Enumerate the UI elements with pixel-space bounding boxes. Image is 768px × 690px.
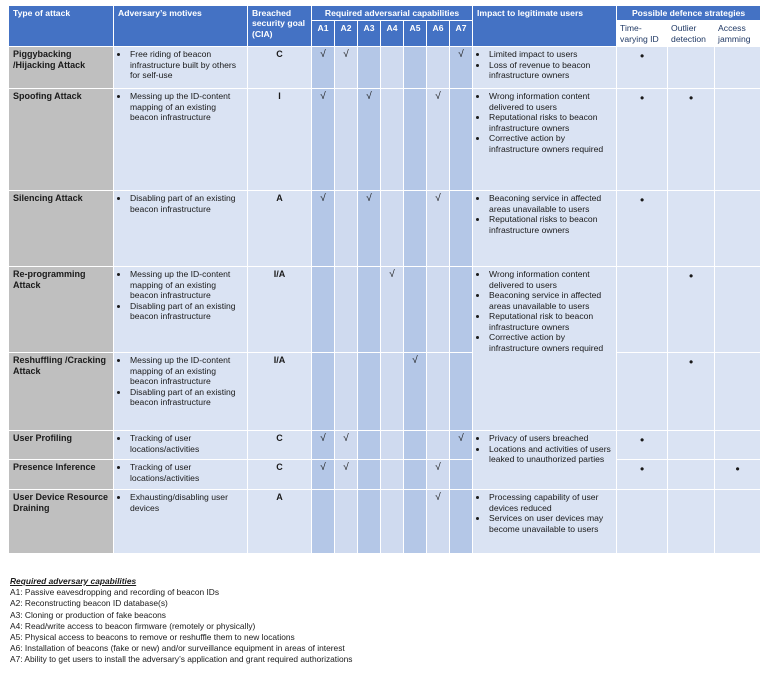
header-defence-time-varying-id: Time-varying ID xyxy=(617,21,668,47)
list-item: • Reputational risk to beacon infrastructure owners xyxy=(488,311,612,332)
legend-item: A1: Passive eavesdropping and recording of beacon IDs xyxy=(10,587,220,598)
capability-cell-a2 xyxy=(335,490,358,554)
defence-access-jamming xyxy=(715,47,761,89)
impact-cell xyxy=(473,47,617,89)
header-cap-a6: A6 xyxy=(427,21,450,47)
capability-cell-a1: √ xyxy=(312,89,335,191)
motive-list xyxy=(118,462,243,483)
security-goal: A xyxy=(248,191,312,267)
header-impact: Impact to legitimate users xyxy=(473,6,617,47)
impact-list xyxy=(477,269,612,353)
table-row xyxy=(9,431,761,460)
list-item: • Loss of revenue to beacon infrastructure owners xyxy=(488,60,612,81)
capability-cell-a6: √ xyxy=(427,460,450,490)
defence-outlier-detection xyxy=(668,191,715,267)
capability-cell-a7 xyxy=(450,490,473,554)
header-cap-a2: A2 xyxy=(335,21,358,47)
impact-cell xyxy=(473,89,617,191)
list-item: • Messing up the ID-content mapping of an existing beacon infrastructure xyxy=(129,355,243,386)
defence-outlier-detection: • xyxy=(668,353,715,431)
table-row xyxy=(9,89,761,191)
defence-time-varying-id: • xyxy=(617,89,668,191)
capability-cell-a3 xyxy=(358,490,381,554)
list-item: • Disabling part of an existing beacon infrastructure xyxy=(129,387,243,408)
legend-item: A5: Physical access to beacons to remove or reshuffle them to new locations xyxy=(10,632,295,643)
motive-cell xyxy=(114,191,248,267)
defence-time-varying-id: • xyxy=(617,431,668,460)
capability-cell-a7 xyxy=(450,191,473,267)
impact-list xyxy=(477,433,612,464)
attack-name: User Profiling xyxy=(9,431,114,460)
defence-outlier-detection xyxy=(668,490,715,554)
list-item: • Beaconing service in affected areas unavailable to users xyxy=(488,290,612,311)
capability-cell-a6: √ xyxy=(427,89,450,191)
defence-time-varying-id xyxy=(617,353,668,431)
table-row xyxy=(9,353,761,431)
security-goal: I xyxy=(248,89,312,191)
capability-cell-a1: √ xyxy=(312,47,335,89)
capability-cell-a6 xyxy=(427,431,450,460)
header-type: Type of attack xyxy=(9,6,114,47)
capability-cell-a7 xyxy=(450,267,473,353)
list-item: • Corrective action by infrastructure owners required xyxy=(488,133,612,154)
list-item: • Corrective action by infrastructure owners required xyxy=(488,332,612,353)
header-goal: Breached security goal (CIA) xyxy=(248,6,312,47)
list-item: • Reputational risks to beacon infrastructure owners xyxy=(488,112,612,133)
attack-name: Piggybacking /Hijacking Attack xyxy=(9,47,114,89)
capability-cell-a5 xyxy=(404,191,427,267)
table-row xyxy=(9,267,761,353)
capability-cell-a5 xyxy=(404,431,427,460)
attack-name: Spoofing Attack xyxy=(9,89,114,191)
motive-list xyxy=(118,269,243,321)
header-capabilities: Required adversarial capabilities xyxy=(312,6,473,21)
list-item: • Exhausting/disabling user devices xyxy=(129,492,243,513)
capability-cell-a1 xyxy=(312,490,335,554)
header-cap-a1: A1 xyxy=(312,21,335,47)
header-defence-outlier-detection: Outlier detection xyxy=(668,21,715,47)
defence-access-jamming xyxy=(715,431,761,460)
capability-cell-a1: √ xyxy=(312,460,335,490)
motive-list xyxy=(118,91,243,122)
list-item: • Messing up the ID-content mapping of an existing beacon infrastructure xyxy=(129,269,243,300)
capability-cell-a4: √ xyxy=(381,267,404,353)
legend-item: A7: Ability to get users to install the adversary’s application and grant required authorizations xyxy=(10,654,353,665)
list-item: • Free riding of beacon infrastructure built by others for self-use xyxy=(129,49,243,80)
list-item: • Wrong information content delivered to users xyxy=(488,91,612,112)
list-item: • Services on user devices may become unavailable to users xyxy=(488,513,612,534)
capability-cell-a4 xyxy=(381,353,404,431)
header-cap-a4: A4 xyxy=(381,21,404,47)
motive-cell xyxy=(114,431,248,460)
capability-cell-a7: √ xyxy=(450,431,473,460)
impact-cell xyxy=(473,191,617,267)
capability-cell-a4 xyxy=(381,191,404,267)
security-goal: C xyxy=(248,431,312,460)
impact-list xyxy=(477,492,612,534)
list-item: • Wrong information content delivered to users xyxy=(488,269,612,290)
attack-table xyxy=(8,5,761,554)
table-row xyxy=(9,47,761,89)
defence-access-jamming: • xyxy=(715,460,761,490)
motive-cell xyxy=(114,460,248,490)
security-goal: C xyxy=(248,460,312,490)
capability-cell-a2: √ xyxy=(335,460,358,490)
defence-time-varying-id: • xyxy=(617,47,668,89)
list-item: • Locations and activities of users leaked to unauthorized parties xyxy=(488,444,612,465)
impact-list xyxy=(477,91,612,154)
impact-cell xyxy=(473,431,617,490)
list-item: • Tracking of user locations/activities xyxy=(129,462,243,483)
defence-outlier-detection xyxy=(668,47,715,89)
defence-access-jamming xyxy=(715,89,761,191)
capability-legend xyxy=(10,576,353,666)
capability-cell-a4 xyxy=(381,490,404,554)
header-cap-a3: A3 xyxy=(358,21,381,47)
defence-time-varying-id: • xyxy=(617,460,668,490)
capability-cell-a2 xyxy=(335,191,358,267)
capability-cell-a3 xyxy=(358,47,381,89)
capability-cell-a1 xyxy=(312,267,335,353)
defence-outlier-detection: • xyxy=(668,267,715,353)
capability-cell-a1: √ xyxy=(312,431,335,460)
attack-name: Re-programming Attack xyxy=(9,267,114,353)
list-item: • Limited impact to users xyxy=(488,49,612,59)
capability-cell-a5 xyxy=(404,460,427,490)
capability-cell-a4 xyxy=(381,89,404,191)
impact-cell xyxy=(473,490,617,554)
capability-cell-a5 xyxy=(404,89,427,191)
legend-item: A3: Cloning or production of fake beacons xyxy=(10,609,166,620)
attack-name: Reshuffling /Cracking Attack xyxy=(9,353,114,431)
impact-list xyxy=(477,193,612,235)
capability-cell-a3 xyxy=(358,353,381,431)
legend-item: A6: Installation of beacons (fake or new) and/or surveillance equipment in areas of interest xyxy=(10,643,345,654)
capability-cell-a5: √ xyxy=(404,353,427,431)
header-cap-a5: A5 xyxy=(404,21,427,47)
capability-cell-a4 xyxy=(381,431,404,460)
list-item: • Beaconing service in affected areas unavailable to users xyxy=(488,193,612,214)
table-row xyxy=(9,490,761,554)
motive-list xyxy=(118,49,243,80)
defence-outlier-detection xyxy=(668,431,715,460)
legend-item: A4: Read/write access to beacon firmware (remotely or physically) xyxy=(10,620,256,631)
header-motives: Adversary’s motives xyxy=(114,6,248,47)
defence-time-varying-id xyxy=(617,490,668,554)
header-cap-a7: A7 xyxy=(450,21,473,47)
capability-cell-a2: √ xyxy=(335,47,358,89)
capability-cell-a2 xyxy=(335,267,358,353)
list-item: • Disabling part of an existing beacon infrastructure xyxy=(129,193,243,214)
attack-name: User Device Resource Draining xyxy=(9,490,114,554)
defence-time-varying-id xyxy=(617,267,668,353)
list-item: • Disabling part of an existing beacon infrastructure xyxy=(129,301,243,322)
impact-cell xyxy=(473,267,617,431)
capability-cell-a7 xyxy=(450,353,473,431)
motive-cell xyxy=(114,490,248,554)
capability-cell-a6 xyxy=(427,47,450,89)
capability-cell-a7 xyxy=(450,460,473,490)
capability-cell-a2 xyxy=(335,89,358,191)
capability-cell-a1: √ xyxy=(312,191,335,267)
capability-cell-a3 xyxy=(358,267,381,353)
list-item: • Privacy of users breached xyxy=(488,433,612,443)
capability-cell-a5 xyxy=(404,490,427,554)
defence-outlier-detection: • xyxy=(668,89,715,191)
header-defence-access-jamming: Access jamming xyxy=(715,21,761,47)
capability-cell-a7: √ xyxy=(450,47,473,89)
defence-time-varying-id: • xyxy=(617,191,668,267)
security-goal: C xyxy=(248,47,312,89)
capability-cell-a3: √ xyxy=(358,89,381,191)
capability-cell-a2 xyxy=(335,353,358,431)
table-row xyxy=(9,191,761,267)
attack-name: Silencing Attack xyxy=(9,191,114,267)
capability-cell-a3 xyxy=(358,460,381,490)
defence-outlier-detection xyxy=(668,460,715,490)
capability-cell-a3: √ xyxy=(358,191,381,267)
defence-access-jamming xyxy=(715,267,761,353)
legend-title: Required adversary capabilities xyxy=(10,576,137,586)
table-row xyxy=(9,460,761,490)
capability-cell-a6 xyxy=(427,267,450,353)
capability-cell-a6: √ xyxy=(427,191,450,267)
motive-list xyxy=(118,433,243,454)
capability-cell-a6: √ xyxy=(427,490,450,554)
list-item: • Messing up the ID-content mapping of an existing beacon infrastructure xyxy=(129,91,243,122)
capability-cell-a4 xyxy=(381,460,404,490)
security-goal: A xyxy=(248,490,312,554)
security-goal: I/A xyxy=(248,353,312,431)
motive-cell xyxy=(114,267,248,353)
defence-access-jamming xyxy=(715,353,761,431)
capability-cell-a1 xyxy=(312,353,335,431)
capability-cell-a7 xyxy=(450,89,473,191)
capability-cell-a4 xyxy=(381,47,404,89)
legend-item: A2: Reconstructing beacon ID database(s) xyxy=(10,598,168,609)
capability-cell-a6 xyxy=(427,353,450,431)
motive-cell xyxy=(114,353,248,431)
header-defence: Possible defence strategies xyxy=(617,6,761,21)
list-item: • Reputational risks to beacon infrastructure owners xyxy=(488,214,612,235)
security-goal: I/A xyxy=(248,267,312,353)
motive-list xyxy=(118,492,243,513)
capability-cell-a5 xyxy=(404,47,427,89)
impact-list xyxy=(477,49,612,80)
attack-name: Presence Inference xyxy=(9,460,114,490)
capability-cell-a5 xyxy=(404,267,427,353)
list-item: • Tracking of user locations/activities xyxy=(129,433,243,454)
motive-cell xyxy=(114,89,248,191)
list-item: • Processing capability of user devices reduced xyxy=(488,492,612,513)
capability-cell-a2: √ xyxy=(335,431,358,460)
capability-cell-a3 xyxy=(358,431,381,460)
defence-access-jamming xyxy=(715,191,761,267)
defence-access-jamming xyxy=(715,490,761,554)
motive-cell xyxy=(114,47,248,89)
motive-list xyxy=(118,193,243,214)
motive-list xyxy=(118,355,243,407)
